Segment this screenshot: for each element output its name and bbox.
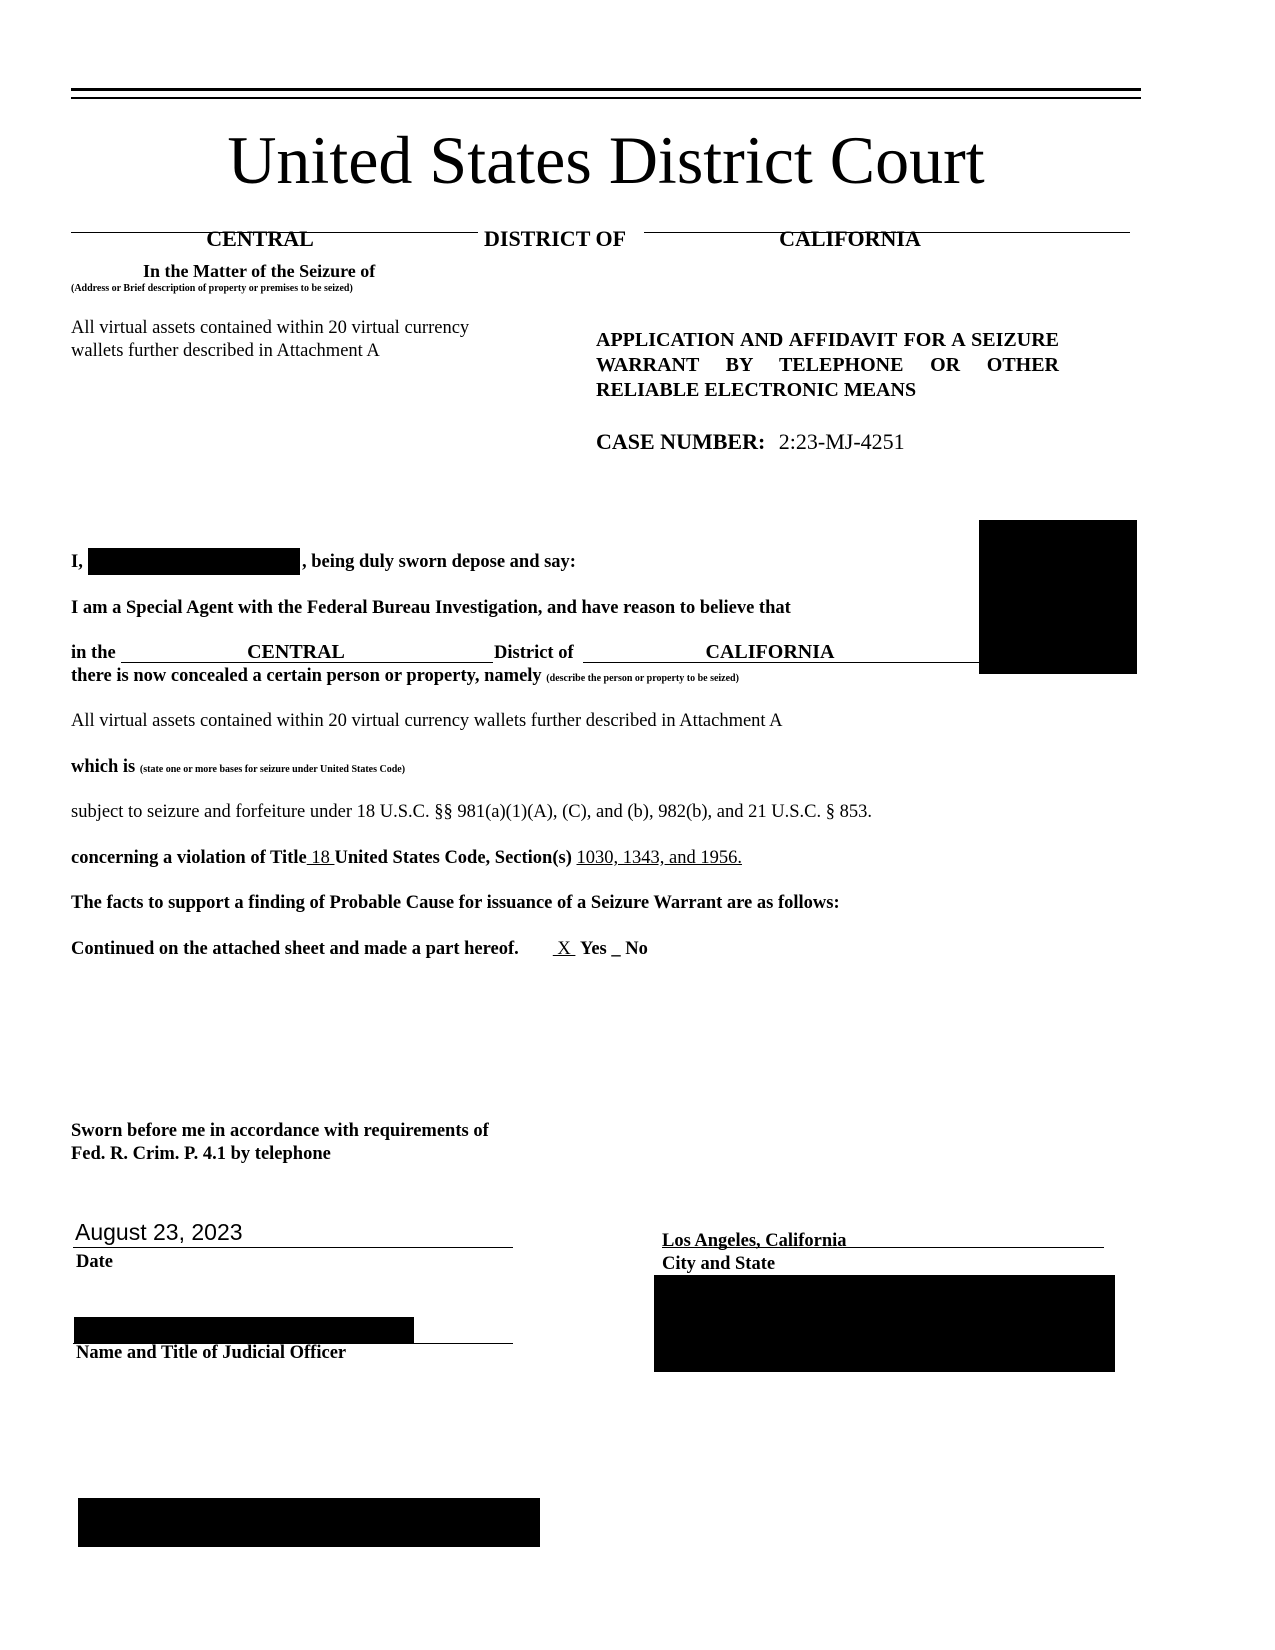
state-name: CALIFORNIA [779, 226, 921, 251]
top-rule-1 [71, 88, 1141, 91]
concealed-hint: (describe the person or property to be seized) [546, 673, 739, 684]
redaction-bottom-block [78, 1498, 540, 1547]
in-the-label: in the [71, 643, 116, 663]
violation-row [71, 847, 742, 869]
district-of-label: DISTRICT OF [484, 226, 627, 251]
court-title: United States District Court [227, 122, 985, 198]
yes-label: Yes [580, 939, 607, 959]
case-number-row [596, 429, 905, 455]
sworn-line-1: Sworn before me in accordance with requirements of [71, 1121, 489, 1141]
code-sections: 1030, 1343, and 1956. [576, 848, 742, 868]
redaction-affiant-name [88, 548, 300, 575]
agent-statement: I am a Special Agent with the Federal Bureau Investigation, and have reason to believe that [71, 598, 791, 618]
date-line [73, 1247, 513, 1248]
which-is-row [71, 756, 405, 781]
no-label: No [625, 939, 648, 959]
violation-mid: United States Code, Section(s) [334, 848, 572, 868]
officer-label: Name and Title of Judicial Officer [76, 1343, 347, 1363]
redaction-signature-block [654, 1275, 1115, 1372]
which-is-hint: (state one or more bases for seizure under United States Code) [139, 764, 406, 775]
case-number-value: 2:23-MJ-4251 [778, 429, 905, 454]
application-title: APPLICATION AND AFFIDAVIT FOR A SEIZURE WARRANT BY TELEPHONE OR OTHER RELIABLE ELECTRONIC MEANS [596, 329, 1059, 401]
matter-description: All virtual assets contained within 20 virtual currency wallets further described in Attachment A [71, 318, 470, 361]
affiant-intro-prefix: I, [71, 552, 83, 572]
title-number: 18 [306, 848, 335, 868]
continued-checkmark: X [552, 939, 576, 959]
property-description: All virtual assets contained within 20 virtual currency wallets further described in Attachment A [71, 711, 783, 731]
continued-label: Continued on the attached sheet and made a part hereof. [71, 939, 519, 959]
which-is-label: which is [71, 757, 136, 777]
affiant-intro-suffix: , being duly sworn depose and say: [302, 552, 576, 572]
city-state-label: City and State [662, 1254, 776, 1274]
sworn-line-2: Fed. R. Crim. P. 4.1 by telephone [71, 1144, 331, 1164]
city-state-line [662, 1247, 1104, 1248]
violation-prefix: concerning a violation of Title [71, 848, 307, 868]
concealed-row [71, 665, 739, 690]
matter-heading: In the Matter of the Seizure of [143, 261, 376, 281]
matter-subheading: (Address or Brief description of property or premises to be seized) [71, 283, 353, 294]
case-number-label: CASE NUMBER: [596, 429, 766, 454]
no-blank: _ [611, 939, 621, 959]
city-state-value: Los Angeles, California [662, 1231, 847, 1251]
date-label: Date [76, 1252, 113, 1272]
probable-cause-statement: The facts to support a finding of Probable Cause for issuance of a Seizure Warrant are as follows: [71, 893, 840, 913]
date-value: August 23, 2023 [75, 1219, 243, 1245]
redaction-officer-name [74, 1317, 414, 1344]
affidavit-state-name: CALIFORNIA [705, 641, 835, 663]
concealed-text: there is now concealed a certain person or property, namely [71, 666, 542, 686]
top-rule-2 [71, 97, 1141, 99]
continued-row [71, 938, 648, 960]
affidavit-district-name: CENTRAL [247, 641, 345, 663]
redaction-block-right [979, 520, 1137, 674]
seizure-basis: subject to seizure and forfeiture under 18 U.S.C. §§ 981(a)(1)(A), (C), and (b), 982(b), and 21 U.S.C. § 853. [71, 802, 872, 822]
district-name: CENTRAL [206, 226, 314, 251]
affidavit-district-of-label: District of [494, 643, 574, 663]
